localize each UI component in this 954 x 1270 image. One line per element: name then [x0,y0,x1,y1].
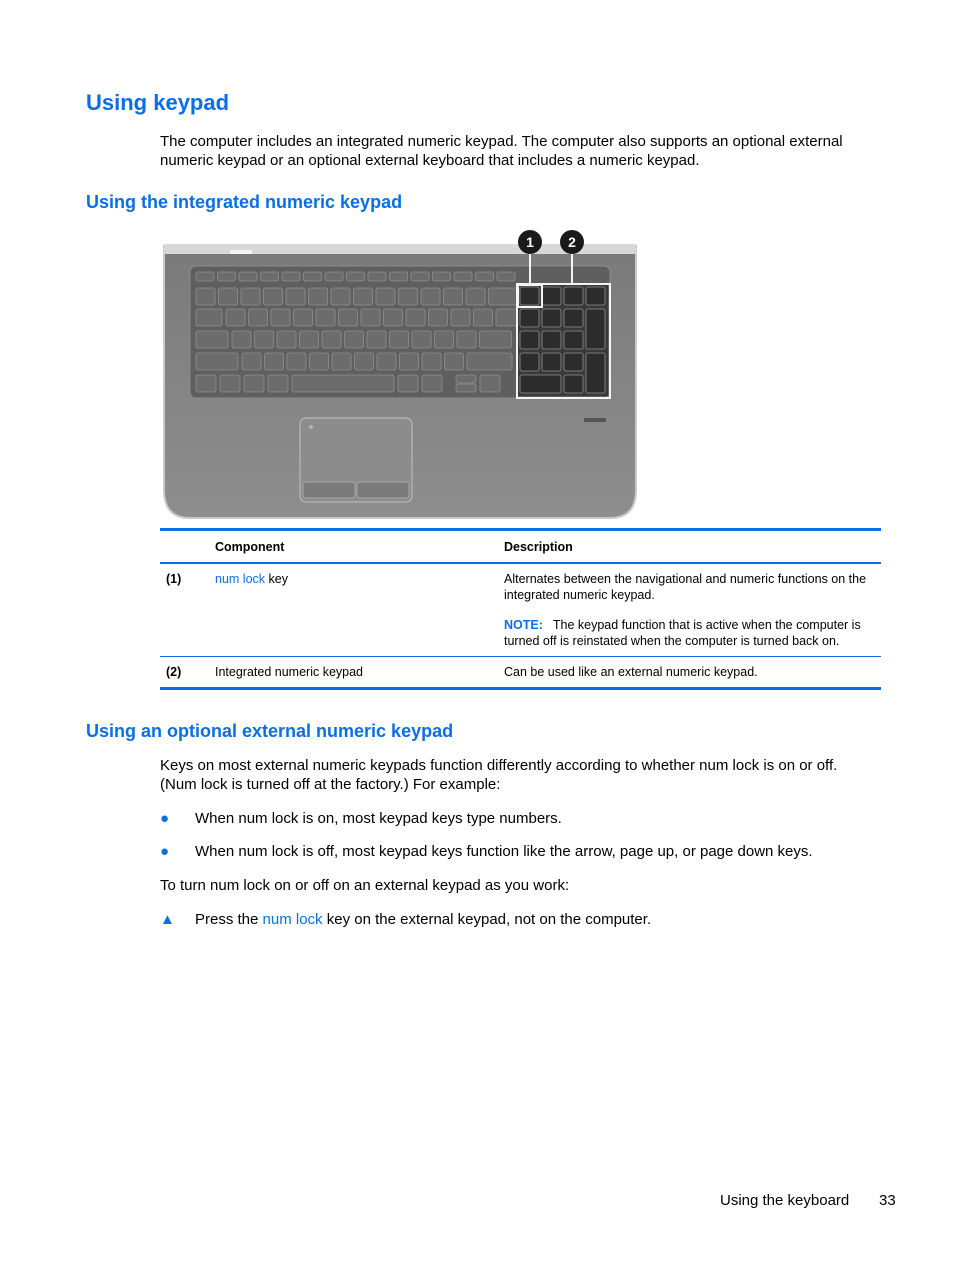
keyboard-key [429,309,448,326]
keyboard-key [316,309,335,326]
keyboard-key [268,375,288,392]
keyboard-key [220,375,240,392]
keyboard-key [361,309,380,326]
keyboard-key [421,288,440,305]
keyboard-key [435,331,454,348]
intro-paragraph: The computer includes an integrated numeric keypad. The computer also supports an optional external numeric keypad or an optional external keyboard that includes a numeric keypad. [160,133,843,169]
external-intro: Keys on most external numeric keypads function differently according to whether num lock is on or off. (Num lock is turned off at the factory.) For example: [160,757,838,793]
note [504,617,875,649]
keyboard-key [422,375,442,392]
keyboard-key [564,353,583,371]
section-heading-external: Using an optional external numeric keypad [86,721,454,741]
keyboard-key [564,287,583,305]
table-header-num [160,530,209,564]
keyboard-key [196,309,222,326]
keyboard-key [520,309,539,327]
keyboard-key [456,384,476,392]
keyboard-key [476,272,494,281]
keyboard-key [399,288,418,305]
touchpad-left-button [303,482,355,498]
num-lock-link[interactable]: num lock [215,572,266,586]
keyboard-key [586,353,605,393]
table-row [160,657,881,689]
keyboard-key [355,353,374,370]
row-number: (1) [160,563,209,657]
table-header-row [160,530,881,564]
keyboard-key [489,288,519,305]
keyboard-key [384,309,403,326]
row-description [498,563,881,657]
keyboard-key [196,272,214,281]
note-label: NOTE: [504,618,543,632]
num-lock-link[interactable]: num lock [262,911,323,928]
keyboard-key [325,272,343,281]
keyboard-key [271,309,290,326]
keyboard-key [564,309,583,327]
keyboard-key [520,287,539,305]
keyboard-key [294,309,313,326]
badge-slot [584,418,606,422]
keyboard-key [542,353,561,371]
keyboard-key [445,353,464,370]
keyboard-key [400,353,419,370]
keyboard-key [586,309,605,349]
keyboard-key [454,272,472,281]
instruction-text: To turn num lock on or off on an external keypad as you work: [160,877,570,894]
step-after: key on the external keypad, not on the computer. [322,911,652,928]
keyboard-key [444,288,463,305]
keyboard-key [412,331,431,348]
keyboard-key [265,353,284,370]
keyboard-key [542,331,561,349]
bullet-icon: ● [160,843,170,860]
step-triangle-icon: ▲ [160,911,175,928]
keyboard-key [196,288,215,305]
keyboard-key [226,309,245,326]
keyboard-key [310,353,329,370]
keyboard-key [345,331,364,348]
note-text: The keypad function that is active when the computer is turned off is reinstated when the computer is turned back on. [504,618,861,648]
keyboard-key [398,375,418,392]
keyboard-key [287,353,306,370]
keyboard-key [467,353,512,370]
keyboard-key [282,272,300,281]
keyboard-key [377,353,396,370]
keyboard-key [249,309,268,326]
keyboard-key [376,288,395,305]
keyboard-key [196,375,216,392]
page-number: 33 [879,1192,896,1209]
description-text: Alternates between the navigational and numeric functions on the integrated numeric keypad. [504,572,867,602]
keyboard-key [542,287,561,305]
keyboard-key [496,309,518,326]
keyboard-key [292,375,394,392]
keyboard-key [520,353,539,371]
keyboard-key [241,288,260,305]
table-row [160,563,881,657]
keyboard-key [219,288,238,305]
keyboard-key [242,353,261,370]
keyboard-key [196,331,228,348]
keyboard-key [520,331,539,349]
keyboard-illustration [160,228,640,522]
keyboard-key [368,272,386,281]
footer-chapter: Using the keyboard [720,1192,850,1209]
keyboard-key [239,272,257,281]
keyboard-key [456,375,476,383]
row-description: Can be used like an external numeric keypad. [504,665,758,679]
keyboard-key [277,331,296,348]
keyboard-key [520,375,561,393]
keyboard-key [411,272,429,281]
component-table [160,528,881,690]
keyboard-key [218,272,236,281]
component-suffix: key [265,572,288,586]
keyboard-key [264,288,283,305]
keyboard-key [497,272,515,281]
touchpad-right-button [357,482,409,498]
keyboard-key [255,331,274,348]
keyboard-key [390,331,409,348]
keyboard-key [480,331,512,348]
step-text [195,910,651,929]
row-component [209,563,498,657]
callout-2-label: 2 [568,234,576,250]
keyboard-key [564,331,583,349]
keyboard-key [406,309,425,326]
keyboard-key [196,353,238,370]
keyboard-key [322,331,341,348]
keyboard-key [390,272,408,281]
keyboard-key [474,309,493,326]
keyboard-svg [160,228,640,522]
keyboard-key [354,288,373,305]
keyboard-key [451,309,470,326]
keyboard-key [422,353,441,370]
status-light [230,250,252,254]
keyboard-key [433,272,451,281]
keyboard-key [300,331,319,348]
callout-1-label: 1 [526,234,534,250]
keyboard-key [339,309,358,326]
keyboard-key [480,375,500,392]
keyboard-key [466,288,485,305]
bullet-text: When num lock is on, most keypad keys type numbers. [195,810,562,827]
keyboard-key [331,288,350,305]
bullet-icon: ● [160,810,170,827]
keyboard-key [542,309,561,327]
page-title: Using keypad [86,90,230,115]
keyboard-key [457,331,476,348]
table-header-description: Description [498,530,881,564]
keyboard-key [232,331,251,348]
keyboard-key [586,287,605,305]
row-number: (2) [166,665,182,679]
keyboard-key [304,272,322,281]
keyboard-key [286,288,305,305]
table-header-component: Component [209,530,498,564]
bullet-text: When num lock is off, most keypad keys function like the arrow, page up, or page down keys. [195,843,813,860]
keyboard-key [332,353,351,370]
keyboard-key [564,375,583,393]
section-heading-integrated: Using the integrated numeric keypad [86,192,403,212]
keyboard-key [367,331,386,348]
step-before: Press the [195,911,263,928]
row-component: Integrated numeric keypad [215,665,364,679]
keyboard-key [244,375,264,392]
keyboard-key [261,272,279,281]
keyboard-key [309,288,328,305]
keyboard-key [347,272,365,281]
touchpad-indicator [309,425,313,429]
